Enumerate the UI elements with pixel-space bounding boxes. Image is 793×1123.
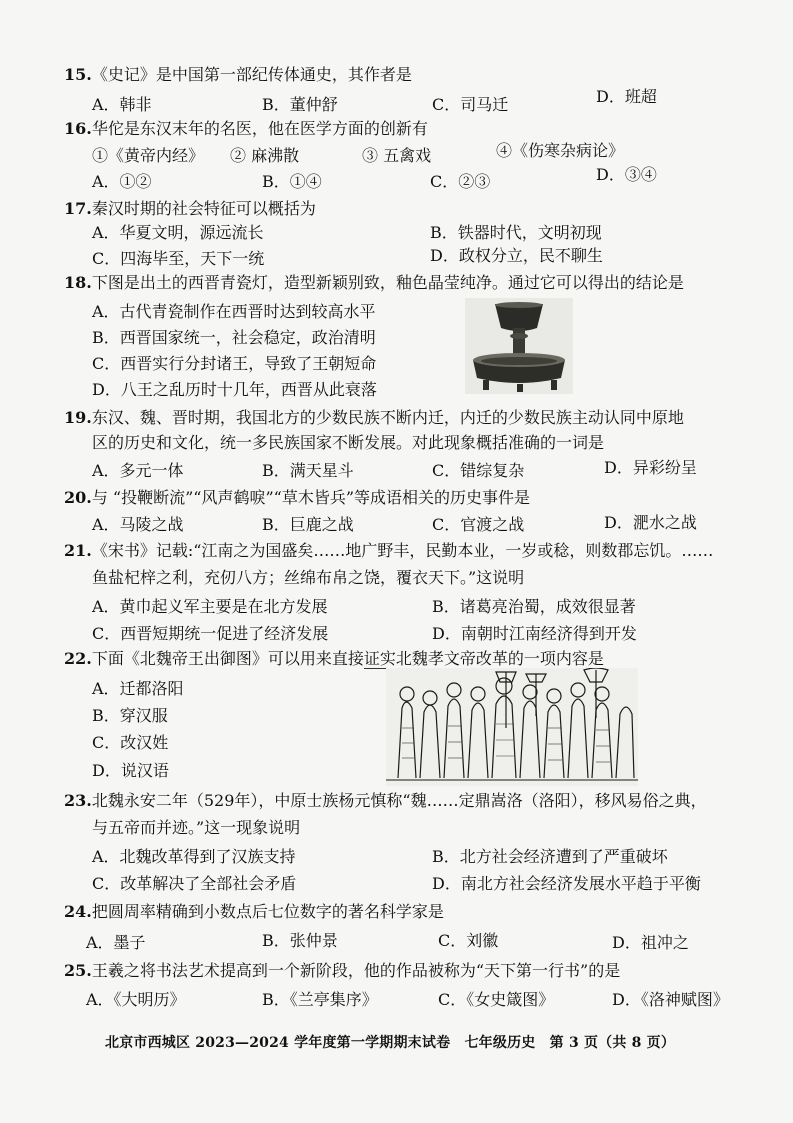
option-a: A．墨子: [86, 933, 146, 952]
option-b: B．董仲舒: [262, 95, 338, 114]
option-c: C．四海毕至，天下一统: [92, 249, 265, 268]
question-stem-post: 是: [587, 649, 604, 668]
question-number: 15.: [64, 65, 92, 84]
option-a: A．《大明历》: [86, 990, 186, 1009]
question-stem-line2: 区的历史和文化，统一多民族国家不断发展。对此现象概括准确的一词是: [92, 433, 605, 452]
question-22: [64, 648, 604, 670]
item-1: ①《黄帝内经》: [92, 146, 205, 165]
item-3: ③ 五禽戏: [362, 146, 432, 165]
option-b: B．西晋国家统一，社会稳定，政治清明: [92, 328, 376, 347]
option-c: C．《女史箴图》: [438, 990, 555, 1009]
option-d: D．祖冲之: [612, 933, 689, 952]
option-b: B．铁器时代，文明初现: [430, 223, 602, 242]
celadon-lamp-image: [465, 298, 573, 394]
question-17: [64, 198, 316, 220]
option-d: D．班超: [596, 87, 657, 106]
option-c: C．官渡之战: [432, 515, 525, 534]
option-a: A．①②: [92, 172, 152, 191]
question-number: 20.: [64, 488, 92, 507]
option-a: A．韩非: [92, 95, 152, 114]
question-stem-line2: 与五帝而并迹。”这一现象说明: [92, 818, 301, 837]
option-d: D．异彩纷呈: [604, 458, 697, 477]
question-stem: 把圆周率精确到小数点后七位数字的著名科学家是: [91, 902, 444, 921]
option-a: A．黄巾起义军主要是在北方发展: [92, 597, 328, 616]
option-d: D．南朝时江南经济得到开发: [432, 624, 637, 643]
option-b: B．《兰亭集序》: [262, 990, 378, 1009]
option-b: B．北方社会经济遭到了严重破坏: [432, 847, 668, 866]
question-number: 19.: [64, 408, 92, 427]
question-stem-line2: 鱼盐杞梓之利，充仞八方；丝绵布帛之饶，覆衣天下。”这说明: [92, 568, 525, 587]
option-b: B．穿汉服: [92, 706, 168, 725]
question-stem: 王羲之将书法艺术提高到一个新阶段，他的作品被称为“天下第一行书”的是: [91, 961, 621, 980]
option-c: C．西晋短期统一促进了经济发展: [92, 624, 329, 643]
option-a: A．多元一体: [92, 461, 184, 480]
question-24: [64, 901, 444, 923]
question-number: 21.: [64, 541, 92, 560]
option-a: A．马陵之战: [92, 515, 184, 534]
option-c: C．西晋实行分封诸王，导致了王朝短命: [92, 354, 377, 373]
northern-wei-procession-image: [386, 668, 638, 786]
option-a: A．迁都洛阳: [92, 679, 184, 698]
option-b: B．满天星斗: [262, 461, 354, 480]
option-b: B．张仲景: [262, 931, 338, 950]
item-2: ② 麻沸散: [230, 146, 300, 165]
option-c: C．②③: [430, 172, 491, 191]
question-19: [64, 407, 684, 429]
option-d: D．《洛神赋图》: [612, 990, 729, 1009]
option-a: A．古代青瓷制作在西晋时达到较高水平: [92, 302, 376, 321]
question-number: 18.: [64, 273, 92, 292]
question-16: [64, 118, 428, 140]
question-15: [64, 64, 412, 86]
question-20: [64, 487, 530, 509]
option-c: C．刘徽: [438, 931, 499, 950]
option-d: D．八王之乱历时十几年，西晋从此衰落: [92, 380, 377, 399]
option-a: A．北魏改革得到了汉族支持: [92, 847, 296, 866]
option-d: D．南北方社会经济发展水平趋于平衡: [432, 874, 701, 893]
question-number: 24.: [64, 902, 92, 921]
question-stem: 与 “投鞭断流”“风声鹤唳”“草木皆兵”等成语相关的历史事件是: [91, 488, 531, 507]
page-footer: 北京市西城区 2023—2024 学年度第一学期期末试卷 七年级历史 第 3 页（共 8 页）: [105, 1035, 676, 1051]
question-stem-line1: 北魏永安二年（529年），中原士族杨元慎称“魏……定鼎嵩洛（洛阳），移风易俗之典，: [91, 791, 707, 810]
option-b: B．诸葛亮治蜀，成效很显著: [432, 597, 636, 616]
option-c: C．改汉姓: [92, 733, 169, 752]
question-number: 17.: [64, 199, 92, 218]
question-stem: 秦汉时期的社会特征可以概括为: [91, 199, 316, 218]
option-c: C．错综复杂: [432, 461, 525, 480]
question-25: [64, 960, 620, 982]
option-d: D．③④: [596, 165, 657, 184]
option-d: D．淝水之战: [604, 513, 697, 532]
question-stem: 华佗是东汉末年的名医，他在医学方面的创新有: [91, 119, 428, 138]
question-number: 23.: [64, 791, 92, 810]
question-stem-line1: 《宋书》记载:“江南之为国盛矣……地广野丰，民勤本业，一岁或稔，则数郡忘饥。……: [91, 541, 714, 560]
question-stem: 下图是出土的西晋青瓷灯，造型新颖别致，釉色晶莹纯净。通过它可以得出的结论是: [91, 273, 684, 292]
question-stem-line1: 东汉、魏、晋时期，我国北方的少数民族不断内迁，内迁的少数民族主动认同中原地: [91, 408, 684, 427]
question-stem-underlined: 证实北魏孝文帝改革的一项内容: [363, 649, 588, 668]
question-number: 16.: [64, 119, 92, 138]
option-b: B．巨鹿之战: [262, 515, 354, 534]
question-stem-pre: 下面《北魏帝王出御图》可以用来直接: [91, 649, 364, 668]
option-b: B．①④: [262, 172, 322, 191]
option-d: D．说汉语: [92, 761, 169, 780]
question-18: [64, 272, 684, 294]
question-21: [64, 540, 713, 562]
option-d: D．政权分立，民不聊生: [430, 246, 603, 265]
question-23: [64, 790, 707, 812]
question-stem: 《史记》是中国第一部纪传体通史，其作者是: [91, 65, 412, 84]
option-a: A．华夏文明，源远流长: [92, 223, 264, 242]
option-c: C．改革解决了全部社会矛盾: [92, 874, 297, 893]
item-4: ④《伤寒杂病论》: [496, 141, 625, 160]
question-number: 25.: [64, 961, 92, 980]
option-c: C．司马迁: [432, 95, 509, 114]
question-number: 22.: [64, 649, 92, 668]
